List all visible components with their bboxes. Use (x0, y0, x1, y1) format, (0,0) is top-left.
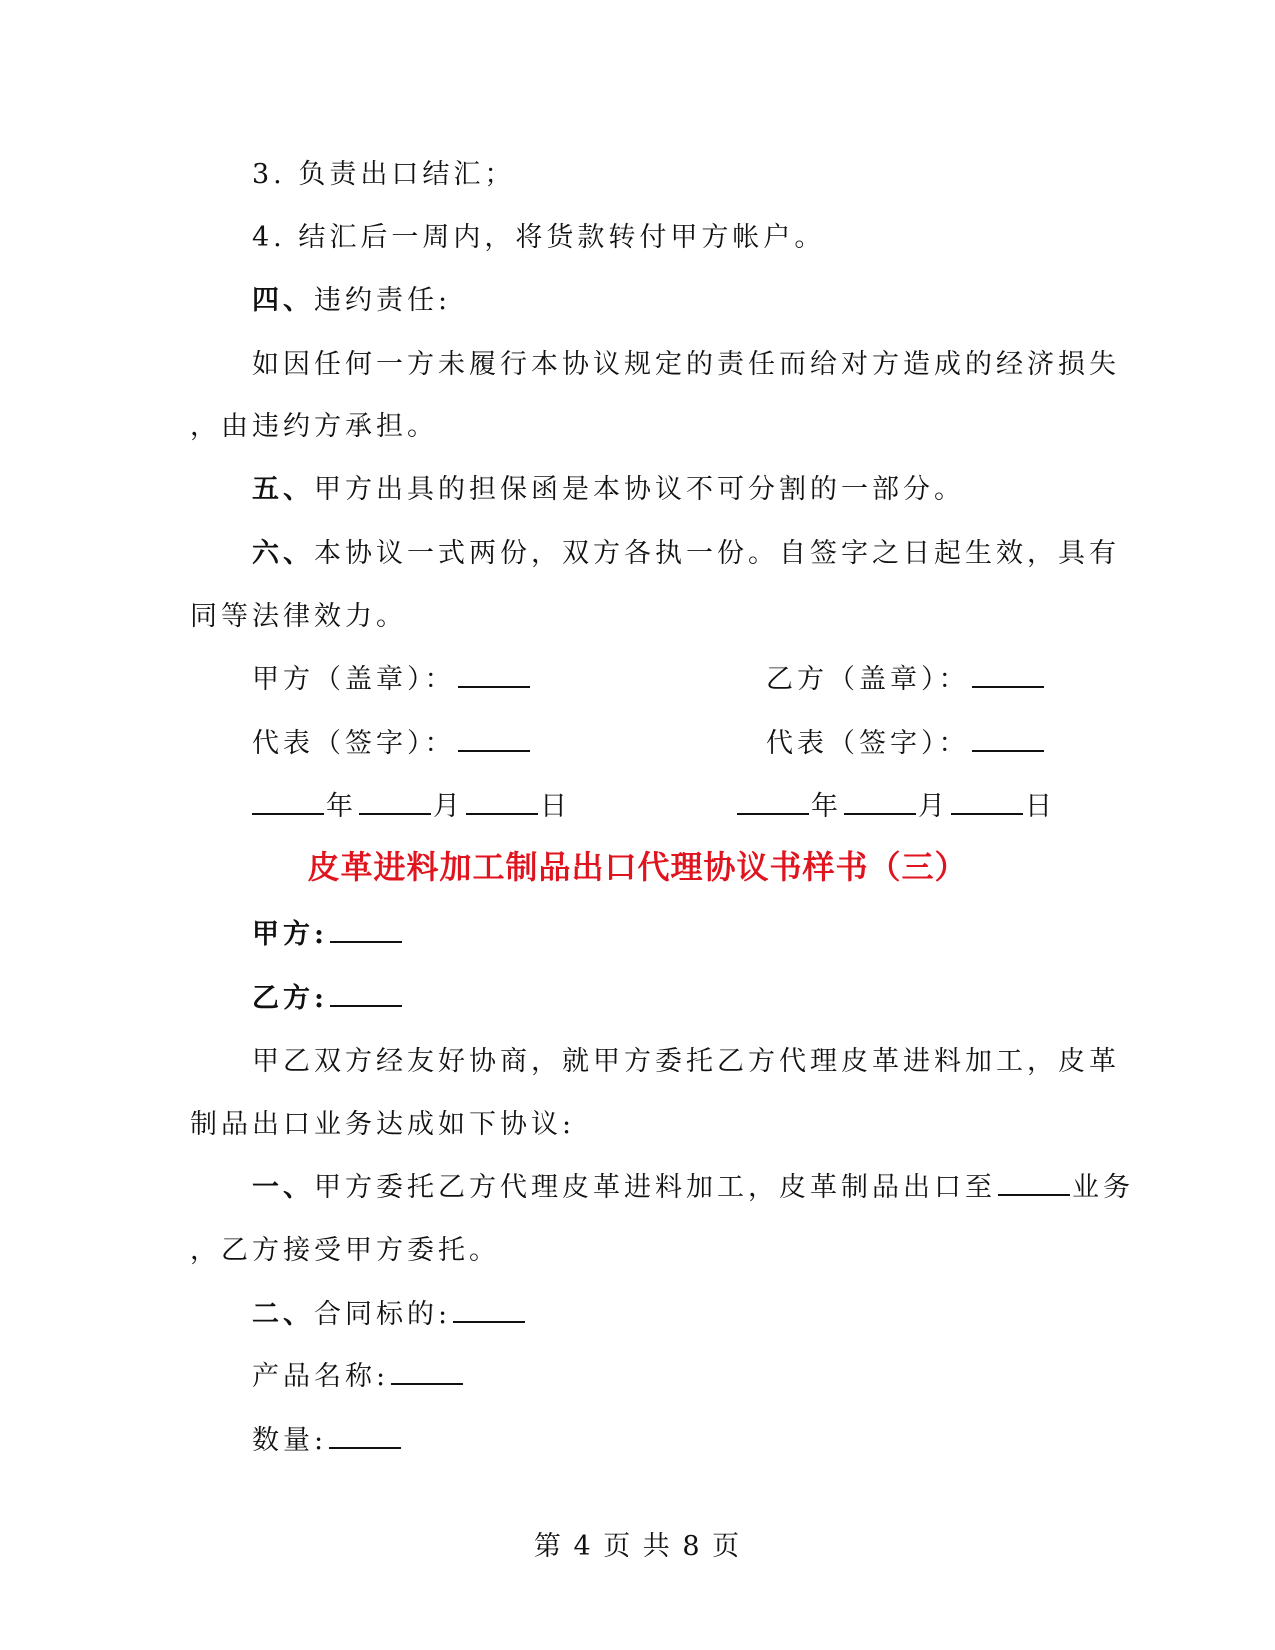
item-4: 4. 结汇后一周内，将货款转付甲方帐户。 (252, 222, 826, 253)
product-name-line (252, 1359, 465, 1395)
party-b-seal-blank (972, 664, 1044, 688)
product-name-blank (391, 1361, 463, 1385)
clause-body: 本协议一式两份，双方各执一份。自签字之日起生效，具有 (314, 538, 1120, 569)
year-blank (737, 791, 809, 815)
day-blank (466, 791, 538, 815)
party-b-blank (330, 983, 402, 1007)
clause-body-end: 业务 (1072, 1172, 1134, 1203)
rep-a-sign-field (252, 726, 532, 762)
intro-line-1: 甲乙双方经友好协商，就甲方委托乙方代理皮革进料加工，皮革 (252, 1046, 1120, 1077)
clause-body: 合同标的: (314, 1299, 452, 1330)
party-b-seal-field (766, 662, 1046, 698)
clause-number: 二、 (252, 1299, 314, 1330)
month-blank (359, 791, 431, 815)
clause-body: 甲方出具的担保函是本协议不可分割的一部分。 (314, 474, 965, 505)
day-label: 日 (540, 791, 571, 822)
date-a-field (250, 789, 571, 825)
clause-number: 六、 (252, 538, 314, 569)
quantity-blank (329, 1425, 401, 1449)
rep-b-sign-field (766, 726, 1046, 762)
day-blank (951, 791, 1023, 815)
product-name-label: 产品名称: (252, 1361, 390, 1392)
clause-2 (252, 1297, 527, 1333)
party-a-seal-blank (458, 664, 530, 688)
clause-title: 违约责任: (314, 285, 452, 316)
year-label: 年 (811, 791, 842, 822)
clause-number: 五、 (252, 474, 314, 505)
clause-6-line-1 (252, 536, 1120, 572)
month-label: 月 (918, 791, 949, 822)
quantity-line (252, 1423, 403, 1459)
party-a-blank (330, 919, 402, 943)
clause-4-heading (252, 283, 451, 319)
rep-b-label: 代表（签字）： (766, 728, 970, 759)
month-blank (844, 791, 916, 815)
month-label: 月 (433, 791, 464, 822)
party-b-label: 乙方: (252, 983, 328, 1014)
intro-line-2: 制品出口业务达成如下协议: (190, 1109, 576, 1140)
contract-subject-blank (453, 1299, 525, 1323)
clause-5 (252, 472, 965, 508)
date-b-field (735, 789, 1056, 825)
party-a-seal-field (252, 662, 532, 698)
clause-6-line-2: 同等法律效力。 (190, 601, 407, 632)
rep-b-blank (972, 728, 1044, 752)
clause-4-body-line-1: 如因任何一方未履行本协议规定的责任而给对方造成的经济损失 (252, 349, 1120, 380)
rep-a-label: 代表（签字）： (252, 728, 456, 759)
page-number: 第 4 页 共 8 页 (533, 1531, 742, 1562)
clause-1-line-2: ，乙方接受甲方委托。 (190, 1235, 500, 1266)
party-a-label: 甲方: (252, 919, 328, 950)
item-3: 3. 负责出口结汇； (252, 159, 516, 190)
clause-1-line-1 (252, 1170, 1134, 1206)
party-b-line (252, 981, 404, 1017)
party-a-line (252, 917, 404, 953)
clause-number: 四、 (252, 285, 314, 316)
rep-a-blank (458, 728, 530, 752)
quantity-label: 数量: (252, 1425, 328, 1456)
document-title: 皮革进料加工制品出口代理协议书样书（三） (307, 848, 968, 886)
party-a-seal-label: 甲方（盖章）： (252, 664, 456, 695)
year-blank (252, 791, 324, 815)
day-label: 日 (1025, 791, 1056, 822)
clause-4-body-line-2: ，由违约方承担。 (190, 411, 438, 442)
clause-body: 甲方委托乙方代理皮革进料加工，皮革制品出口至 (314, 1172, 996, 1203)
clause-number: 一、 (252, 1172, 314, 1203)
party-b-seal-label: 乙方（盖章）： (766, 664, 970, 695)
destination-blank (998, 1172, 1070, 1196)
year-label: 年 (326, 791, 357, 822)
